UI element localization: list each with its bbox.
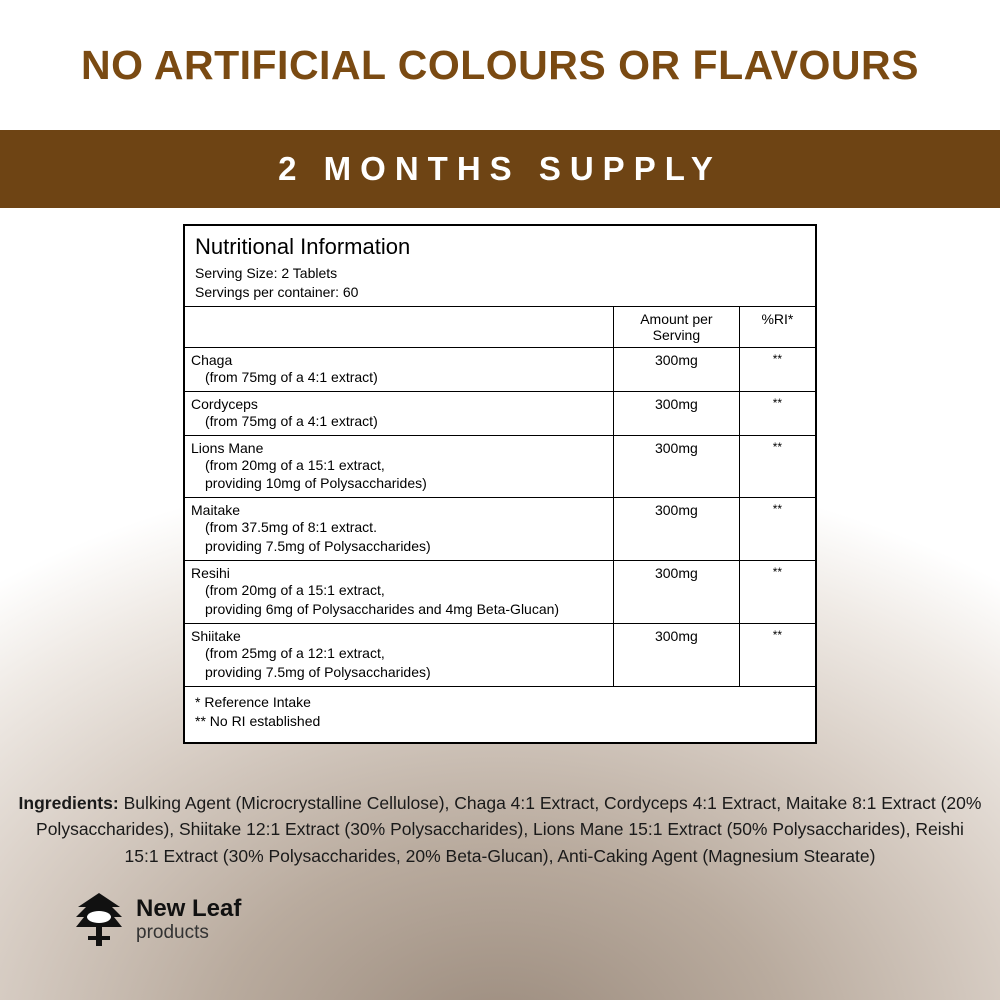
nutrient-name: Chaga [191, 351, 233, 368]
column-header-amount: Amount per Serving [613, 306, 739, 347]
supply-label: 2 MONTHS SUPPLY [278, 150, 722, 187]
brand-name [136, 894, 242, 943]
table-row [185, 435, 815, 498]
table-row [185, 347, 815, 391]
nutrient-cell [185, 498, 613, 561]
leaf-icon [72, 890, 126, 948]
nutrient-detail: providing 10mg of Polysaccharides) [205, 475, 427, 492]
nutrient-cell [185, 347, 613, 391]
nutrient-detail: providing 7.5mg of Polysaccharides) [205, 538, 431, 555]
nutrient-cell [185, 391, 613, 435]
nutrient-detail: (from 75mg of a 4:1 extract) [205, 412, 378, 429]
nutrient-detail: (from 75mg of a 4:1 extract) [205, 368, 378, 385]
nutrition-panel-header [185, 226, 815, 306]
table-row [185, 623, 815, 685]
amount-cell: 300mg [613, 561, 739, 624]
nutrient-name: Shiitake [191, 627, 241, 644]
headline-band [0, 0, 1000, 130]
nutrient-detail: providing 6mg of Polysaccharides and 4mg Beta-Glucan) [205, 601, 560, 618]
nutrient-name: Maitake [191, 502, 241, 519]
nutrient-cell [185, 435, 613, 498]
column-header-name [185, 306, 613, 347]
ingredients-label: Ingredients: [18, 793, 119, 813]
table-header-row [185, 306, 815, 347]
nutrient-detail: (from 25mg of a 12:1 extract, [205, 644, 385, 661]
ingredients-text: Bulking Agent (Microcrystalline Cellulose), Chaga 4:1 Extract, Cordyceps 4:1 Extract, Maitake 8:1 Extract (20% Polysaccharides), Shiitake 12:1 Extract (30% Polysaccharides), Lions Mane 15:1 Extract (50% Polysaccharides), Reishi 15:1 Extract (30% Polysaccharides, 20% Beta-Glucan), Anti-Caking Agent (Magnesium Stearate) [36, 793, 982, 866]
nutrition-title: Nutritional Information [195, 234, 411, 259]
serving-size: Serving Size: 2 Tablets [195, 265, 338, 281]
nutrient-name: Resihi [191, 565, 230, 582]
footnote-no-ri: ** No RI established [195, 713, 321, 730]
ri-cell: ** [739, 498, 815, 561]
nutrient-cell [185, 623, 613, 685]
ingredients-block [18, 790, 982, 869]
nutrient-detail: (from 20mg of a 15:1 extract, [205, 582, 385, 599]
amount-cell: 300mg [613, 347, 739, 391]
table-row [185, 391, 815, 435]
brand-logo [72, 890, 241, 948]
table-row [185, 561, 815, 624]
ri-cell: ** [739, 391, 815, 435]
nutrition-footnotes [185, 686, 815, 742]
nutrient-name: Cordyceps [191, 395, 258, 412]
ri-cell: ** [739, 623, 815, 685]
nutrition-information-panel [183, 224, 817, 744]
supply-band [0, 130, 1000, 208]
nutrient-detail: (from 20mg of a 15:1 extract, [205, 456, 385, 473]
nutrition-table [185, 306, 815, 686]
table-row [185, 498, 815, 561]
servings-per-container: Servings per container: 60 [195, 283, 359, 300]
ri-cell: ** [739, 435, 815, 498]
amount-cell: 300mg [613, 623, 739, 685]
brand-line-1: New Leaf [136, 894, 242, 922]
nutrient-detail: providing 7.5mg of Polysaccharides) [205, 663, 431, 680]
amount-cell: 300mg [613, 391, 739, 435]
nutrient-cell [185, 561, 613, 624]
footnote-reference-intake: * Reference Intake [195, 693, 311, 710]
amount-cell: 300mg [613, 498, 739, 561]
nutrient-name: Lions Mane [191, 439, 264, 456]
brand-line-2: products [136, 921, 209, 943]
ri-cell: ** [739, 347, 815, 391]
column-header-ri: %RI* [739, 306, 815, 347]
nutrient-detail: (from 37.5mg of 8:1 extract. [205, 519, 377, 536]
ri-cell: ** [739, 561, 815, 624]
amount-cell: 300mg [613, 435, 739, 498]
page-title: NO ARTIFICIAL COLOURS OR FLAVOURS [80, 41, 919, 88]
